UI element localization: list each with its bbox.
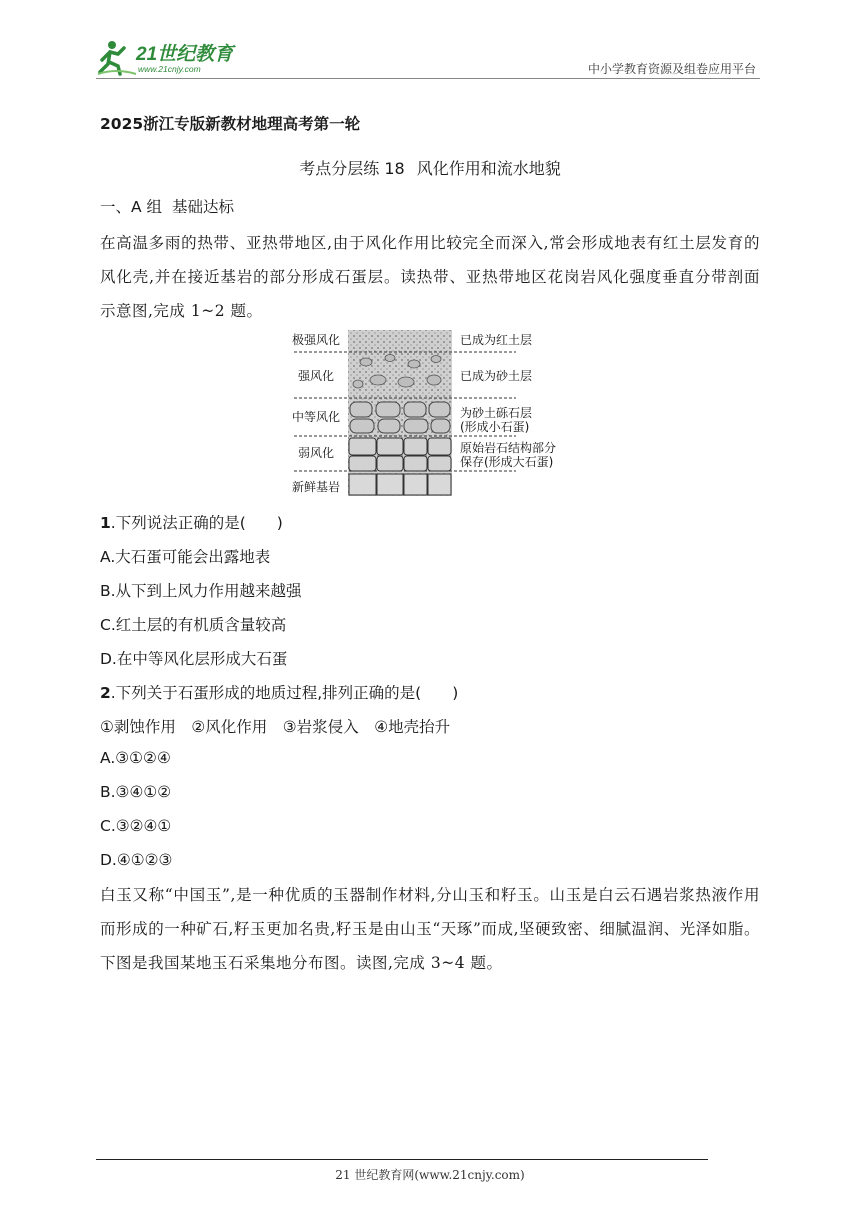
site-logo <box>96 38 256 78</box>
question-2-stem <box>100 681 458 703</box>
label-extreme-weathering: 极强风化 <box>292 333 341 347</box>
weathering-profile-figure <box>286 328 576 498</box>
label-red-soil-layer: 已成为红土层 <box>460 333 533 347</box>
question-2-text: .下列关于石蛋形成的地质过程,排列正确的是( ) <box>110 684 459 702</box>
question-1-option-d: D.在中等风化层形成大石蛋 <box>100 650 288 668</box>
question-1-option-c: C.红土层的有机质含量较高 <box>100 616 287 634</box>
label-original-structure: 原始岩石结构部分 <box>460 441 557 455</box>
question-2-number: 2 <box>100 684 111 702</box>
lesson-title <box>0 156 860 179</box>
footer-text: 21 世纪教育网(www.21cnjy.com) <box>335 1168 525 1182</box>
lesson-code: 考点分层练 18 <box>299 159 405 178</box>
label-sandy-soil-layer: 已成为砂土层 <box>460 369 533 383</box>
section-name: 基础达标 <box>172 198 235 216</box>
logo-url: www.21cnjy.com <box>138 64 201 74</box>
question-1-stem <box>100 511 283 533</box>
label-fresh-bedrock: 新鲜基岩 <box>292 480 341 494</box>
logo-text: 21世纪教育 <box>136 44 234 65</box>
runner-icon <box>98 41 136 74</box>
label-small-stone-egg: (形成小石蛋) <box>460 420 530 434</box>
label-strong-weathering: 强风化 <box>298 369 335 383</box>
question-1-text: .下列说法正确的是( ) <box>110 514 283 532</box>
question-2-option-a: A.③①②④ <box>100 749 171 767</box>
header-divider <box>96 78 760 79</box>
lesson-name: 风化作用和流水地貌 <box>416 159 561 178</box>
question-2-items: ①剥蚀作用 ②风化作用 ③岩浆侵入 ④地壳抬升 <box>100 718 451 736</box>
question-2-option-b: B.③④①② <box>100 783 172 801</box>
question-1-number: 1 <box>100 514 111 532</box>
label-gravel-layer: 为砂土砾石层 <box>460 406 533 420</box>
question-2-option-c: C.③②④① <box>100 817 172 835</box>
footer-divider <box>96 1159 708 1160</box>
header-platform-text: 中小学教育资源及组卷应用平台 <box>587 62 756 76</box>
section-heading <box>100 195 244 217</box>
label-large-stone-egg: 保存(形成大石蛋) <box>460 455 554 469</box>
book-title: 2025浙江专版新教材地理高考第一轮 <box>100 115 361 133</box>
question-2-option-d: D.④①②③ <box>100 851 173 869</box>
intro-paragraph-1: 在高温多雨的热带、亚热带地区,由于风化作用比较完全而深入,常会形成地表有红土层发育的风化壳,并在接近基岩的部分形成石蛋层。读热带、亚热带地区花岗岩风化强度垂直分带剖面示意图,完成 1~2 题。 <box>100 234 760 320</box>
question-1-option-a: A.大石蛋可能会出露地表 <box>100 548 271 566</box>
label-weak-weathering: 弱风化 <box>298 446 335 460</box>
label-medium-weathering: 中等风化 <box>292 410 341 424</box>
intro-paragraph-2: 白玉又称“中国玉”,是一种优质的玉器制作材料,分山玉和籽玉。山玉是白云石遇岩浆热液作用而形成的一种矿石,籽玉更加名贵,籽玉是由山玉“天琢”而成,坚硬致密、细腻温润、光泽如脂。下图是我国某地玉石采集地分布图。读图,完成 3~4 题。 <box>100 886 760 972</box>
question-1-option-b: B.从下到上风力作用越来越强 <box>100 582 302 600</box>
section-number: 一、A 组 <box>100 198 163 216</box>
